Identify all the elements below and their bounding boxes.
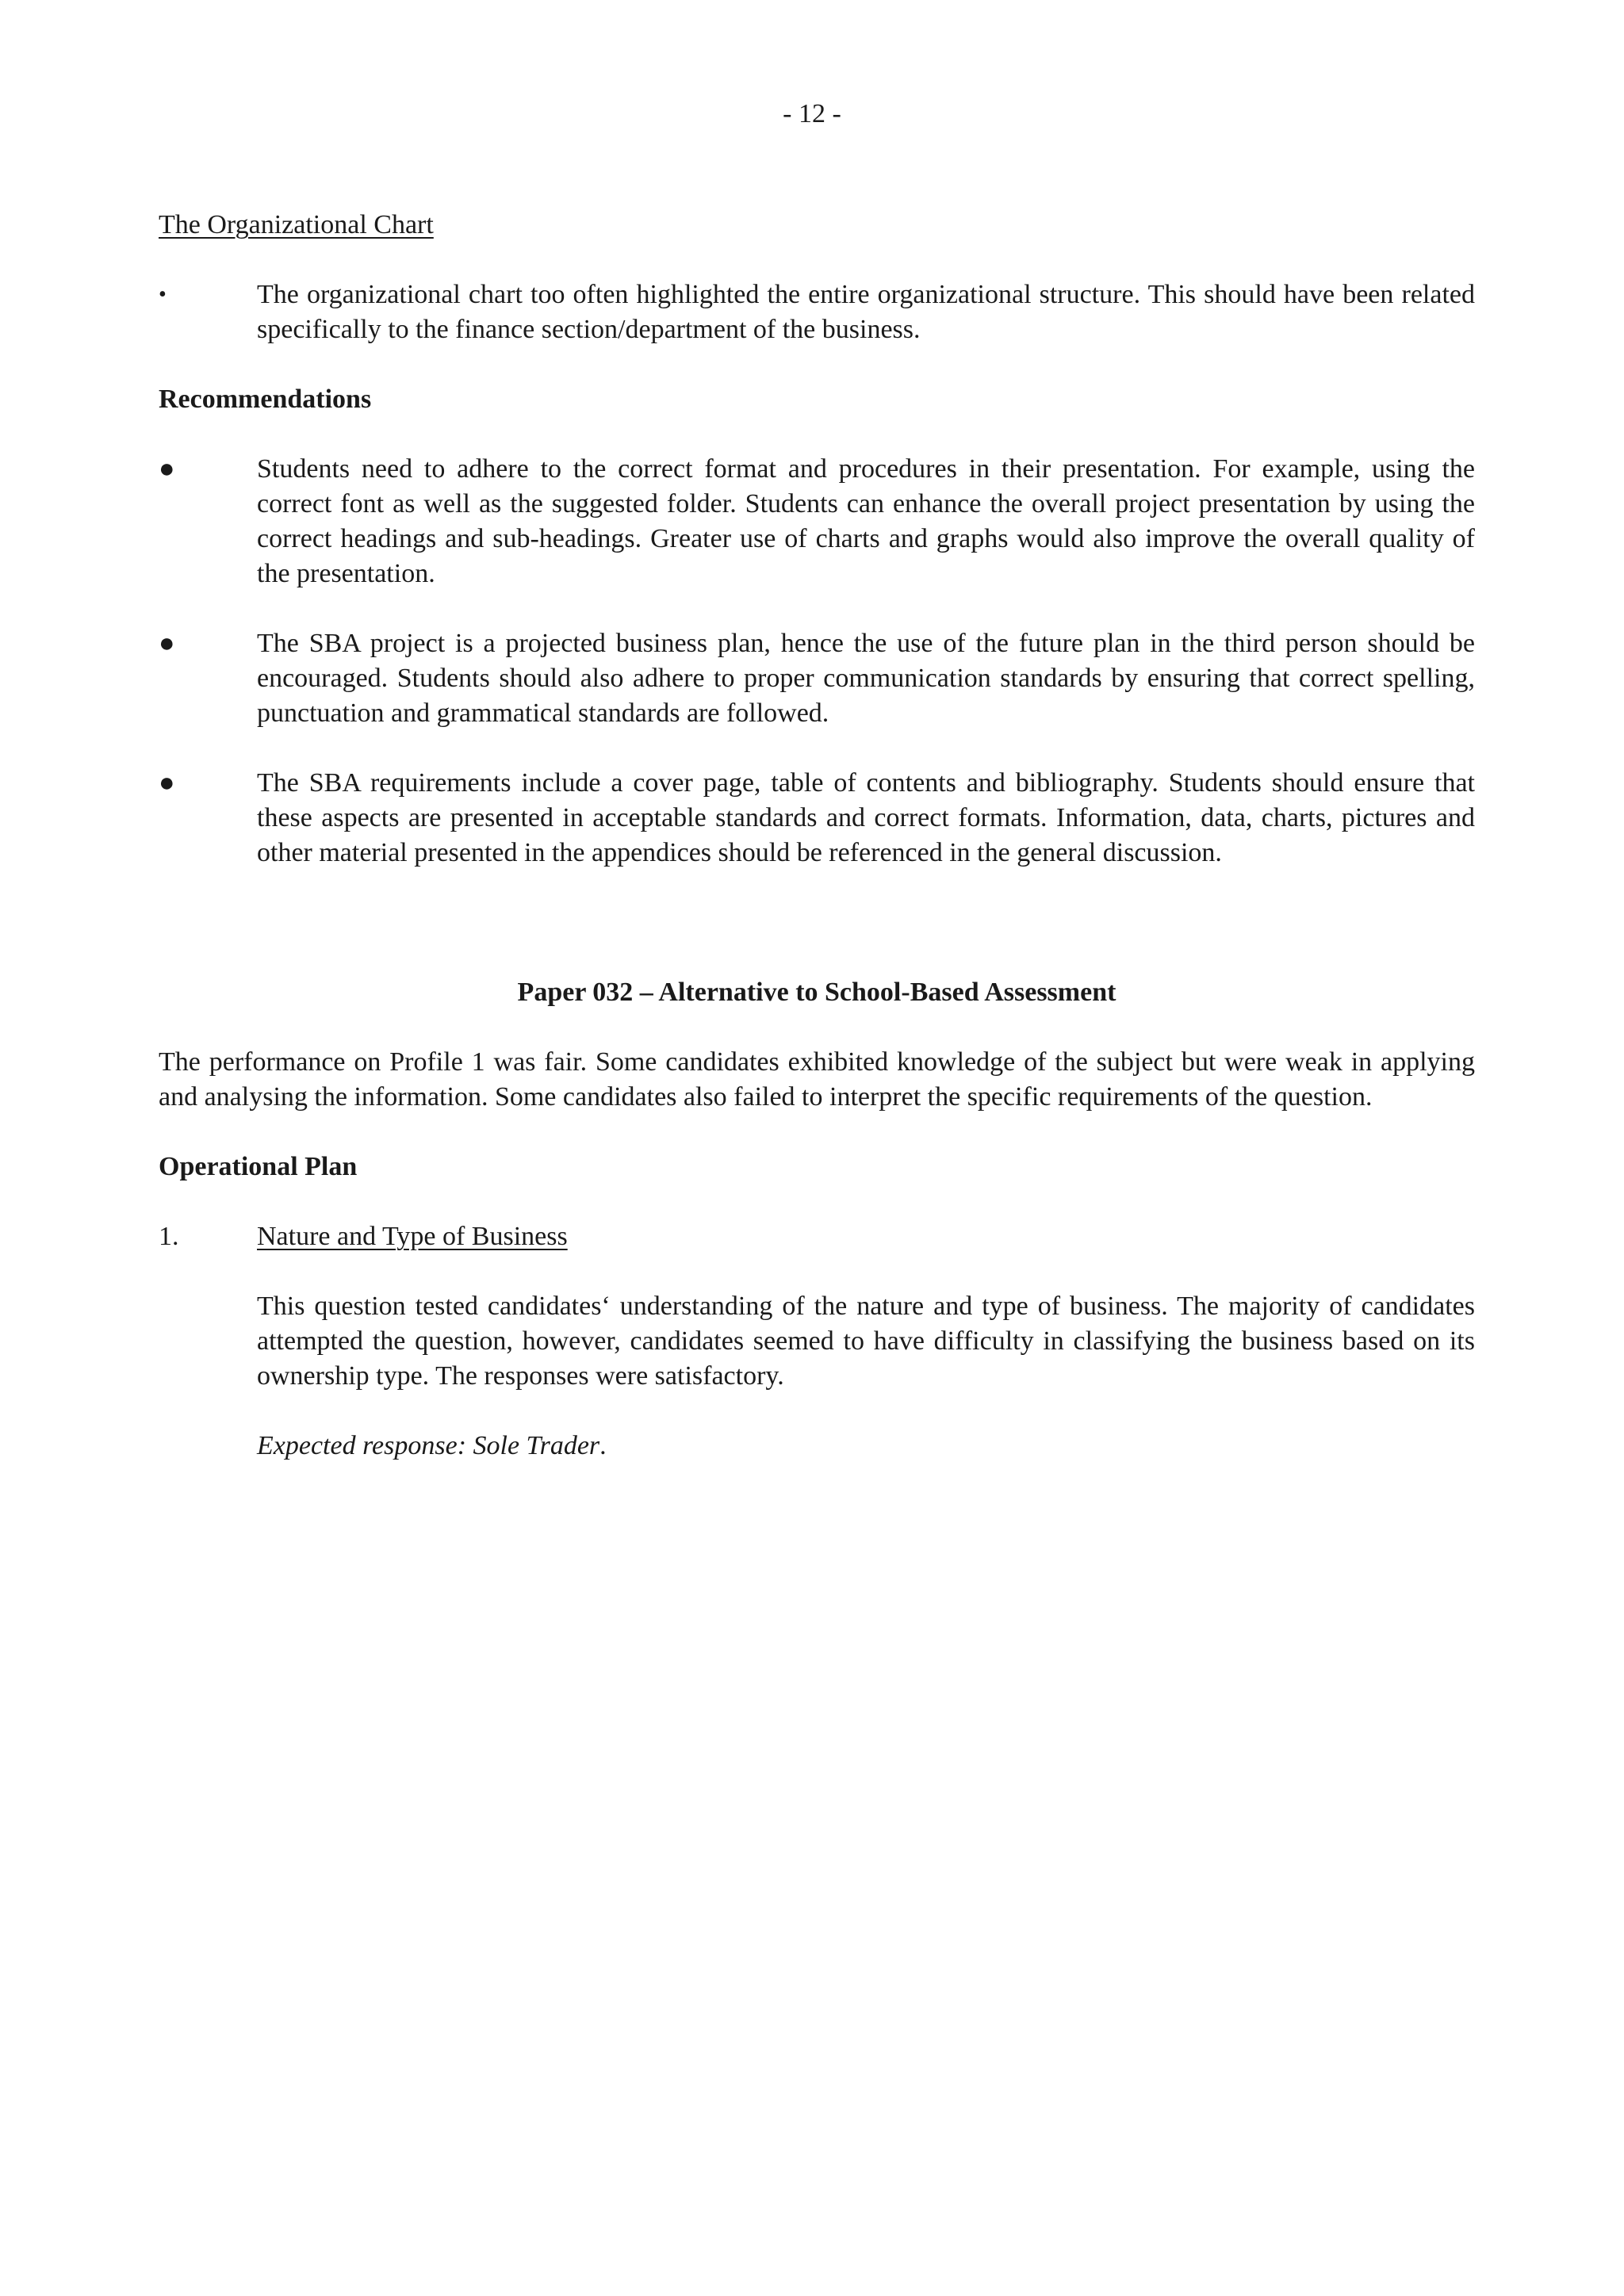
question-1-title: Nature and Type of Business <box>257 1222 568 1251</box>
expected-response <box>257 1429 1475 1464</box>
document-body <box>159 208 1475 1464</box>
question-1-text: This question tested candidates‘ understanding of the nature and type of business. The majority of candidates attempted the question, however, candidates seemed to have difficulty in classifying the business based on its ownership type. The responses were satisfactory. <box>257 1292 1475 1391</box>
question-1-header <box>159 1219 1475 1254</box>
paper-032-heading: Paper 032 – Alternative to School-Based Assessment <box>517 978 1116 1007</box>
org-chart-heading: The Organizational Chart <box>159 210 434 239</box>
operational-plan-heading: Operational Plan <box>159 1152 358 1181</box>
bullet-icon: ● <box>159 454 175 484</box>
org-chart-text: The organizational chart too often highlighted the entire organizational structure. This should have been related specifically to the finance section/department of the business. <box>257 280 1475 344</box>
list-item <box>159 626 1475 731</box>
recommendation-text: Students need to adhere to the correct format and procedures in their presentation. For example, using the correct font as well as the suggested folder. Students can enhance the overall project presentation by using the correct headings and sub-headings. Greater use of charts and graphs would also improve the overall quality of the presentation. <box>257 454 1475 588</box>
paper-032-intro: The performance on Profile 1 was fair. Some candidates exhibited knowledge of the subject but were weak in applying and analysing the information. Some candidates also failed to interpret the specific requirements of the question. <box>159 1047 1475 1112</box>
recommendation-text: The SBA requirements include a cover page, table of contents and bibliography. Students should ensure that these aspects are presented in acceptable standards and correct formats. Information, data, charts, pictures and other material presented in the appendices should be referenced in the general discussion. <box>257 768 1475 867</box>
expected-response-label: Expected response: Sole Trader <box>257 1431 600 1460</box>
bullet-icon: ● <box>159 768 175 798</box>
org-chart-bullet-item <box>159 277 1475 347</box>
list-item <box>159 766 1475 871</box>
page-number: - 12 - <box>783 99 841 128</box>
question-1-body <box>159 1289 1475 1464</box>
expected-response-period: . <box>599 1431 607 1460</box>
question-number: 1. <box>159 1222 179 1251</box>
list-item <box>159 452 1475 591</box>
recommendations-list <box>159 452 1475 871</box>
recommendations-heading: Recommendations <box>159 385 372 414</box>
recommendation-text: The SBA project is a projected business plan, hence the use of the future plan in the third person should be encouraged. Students should also adhere to proper communication standards by ensuring that correct spelling, punctuation and grammatical standards are followed. <box>257 629 1475 728</box>
bullet-icon: • <box>159 282 167 307</box>
bullet-icon: ● <box>159 629 175 658</box>
